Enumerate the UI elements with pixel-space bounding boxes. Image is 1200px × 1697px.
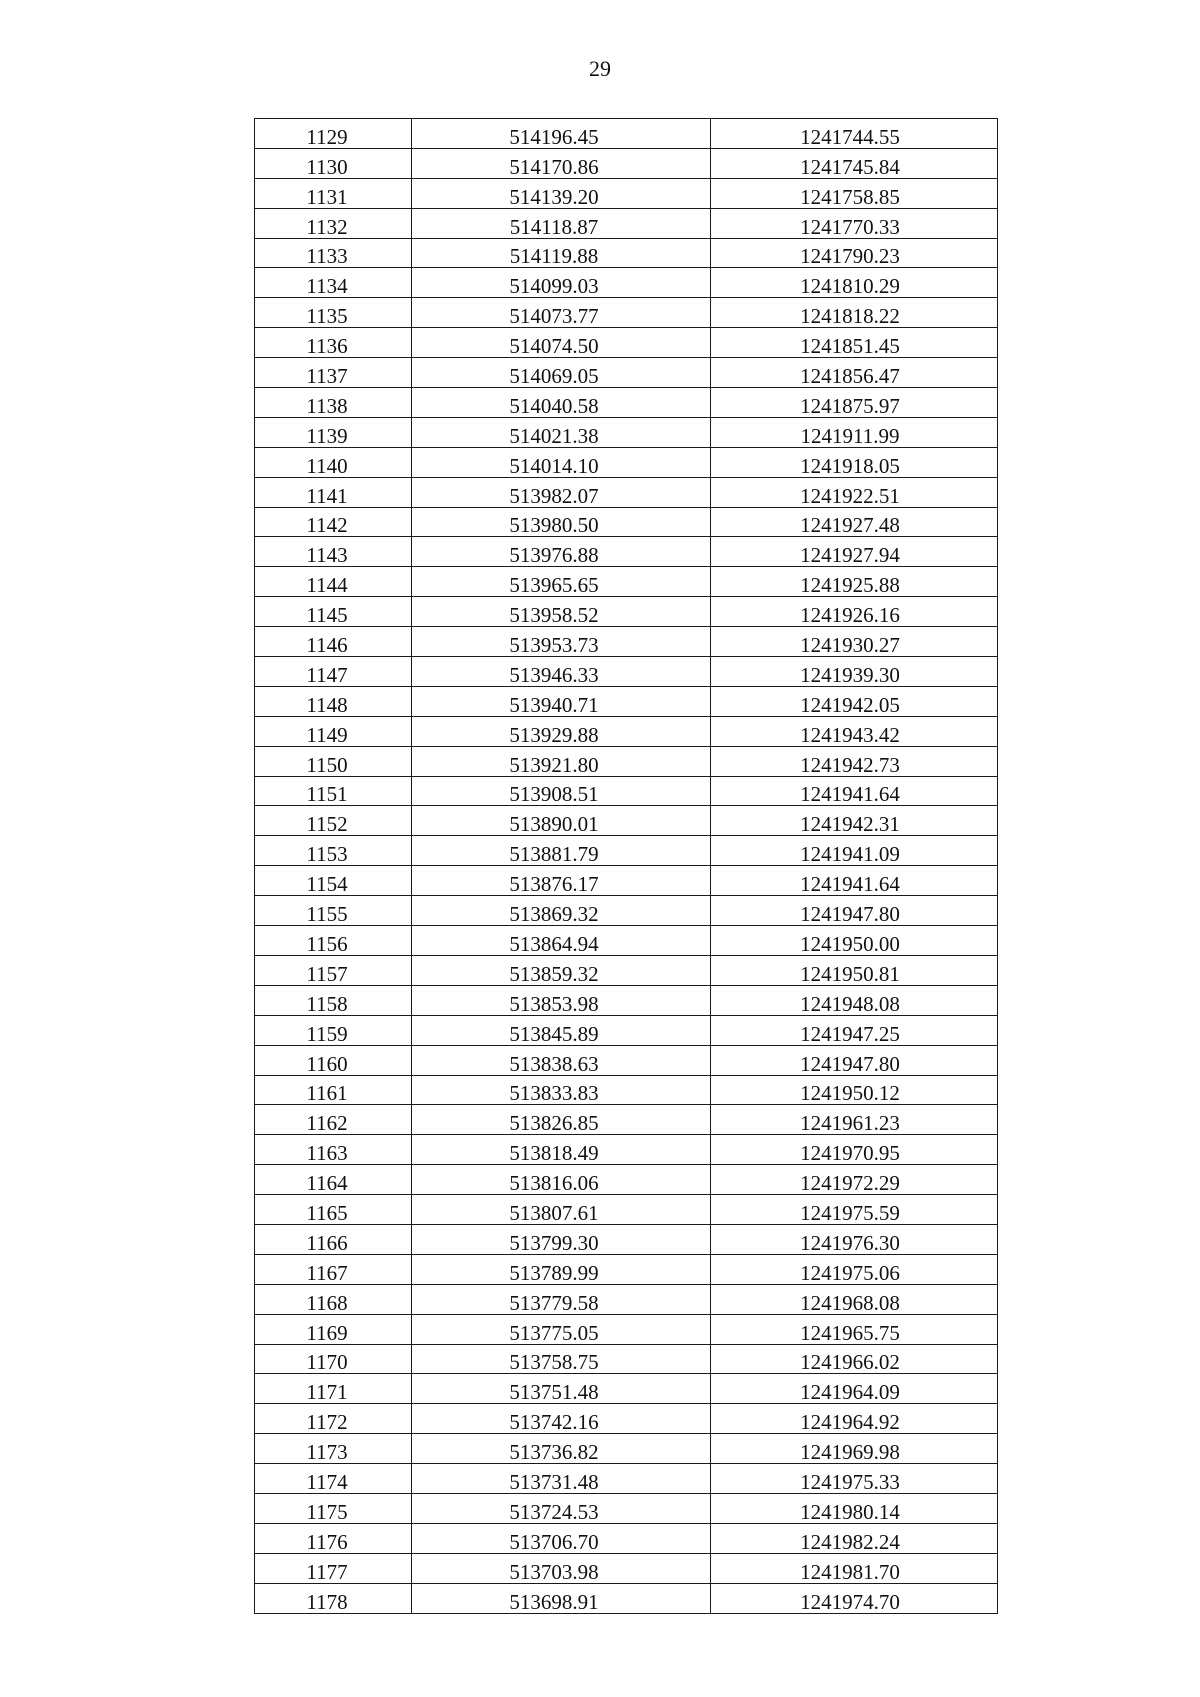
table-row xyxy=(255,1404,998,1434)
table-row xyxy=(255,1434,998,1464)
y-coordinate-cell: 1241745.84 xyxy=(711,148,998,178)
table-row xyxy=(255,926,998,956)
table-row xyxy=(255,1464,998,1494)
point-number-cell: 1160 xyxy=(255,1045,412,1075)
table-row xyxy=(255,657,998,687)
y-coordinate-cell: 1241818.22 xyxy=(711,298,998,328)
x-coordinate-cell: 513946.33 xyxy=(412,657,711,687)
table-row xyxy=(255,896,998,926)
point-number-cell: 1173 xyxy=(255,1434,412,1464)
table-row xyxy=(255,1314,998,1344)
point-number-cell: 1164 xyxy=(255,1165,412,1195)
point-number-cell: 1149 xyxy=(255,716,412,746)
y-coordinate-cell: 1241950.00 xyxy=(711,926,998,956)
table-row xyxy=(255,866,998,896)
point-number-cell: 1130 xyxy=(255,148,412,178)
y-coordinate-cell: 1241948.08 xyxy=(711,985,998,1015)
x-coordinate-cell: 513869.32 xyxy=(412,896,711,926)
table-row xyxy=(255,208,998,238)
y-coordinate-cell: 1241941.64 xyxy=(711,776,998,806)
point-number-cell: 1137 xyxy=(255,358,412,388)
y-coordinate-cell: 1241961.23 xyxy=(711,1105,998,1135)
x-coordinate-cell: 514139.20 xyxy=(412,178,711,208)
x-coordinate-cell: 513982.07 xyxy=(412,477,711,507)
point-number-cell: 1145 xyxy=(255,597,412,627)
y-coordinate-cell: 1241790.23 xyxy=(711,238,998,268)
y-coordinate-cell: 1241974.70 xyxy=(711,1583,998,1613)
table-row xyxy=(255,746,998,776)
x-coordinate-cell: 513976.88 xyxy=(412,537,711,567)
y-coordinate-cell: 1241941.09 xyxy=(711,836,998,866)
table-row xyxy=(255,567,998,597)
table-row xyxy=(255,477,998,507)
point-number-cell: 1166 xyxy=(255,1224,412,1254)
x-coordinate-cell: 513706.70 xyxy=(412,1523,711,1553)
table-row xyxy=(255,1374,998,1404)
x-coordinate-cell: 513958.52 xyxy=(412,597,711,627)
table-row xyxy=(255,1075,998,1105)
point-number-cell: 1158 xyxy=(255,985,412,1015)
table-row xyxy=(255,1224,998,1254)
x-coordinate-cell: 513758.75 xyxy=(412,1344,711,1374)
point-number-cell: 1141 xyxy=(255,477,412,507)
x-coordinate-cell: 513881.79 xyxy=(412,836,711,866)
x-coordinate-cell: 513818.49 xyxy=(412,1135,711,1165)
point-number-cell: 1134 xyxy=(255,268,412,298)
table-row xyxy=(255,1015,998,1045)
table-row xyxy=(255,776,998,806)
table-row xyxy=(255,1195,998,1225)
point-number-cell: 1172 xyxy=(255,1404,412,1434)
y-coordinate-cell: 1241975.06 xyxy=(711,1254,998,1284)
y-coordinate-cell: 1241982.24 xyxy=(711,1523,998,1553)
x-coordinate-cell: 514021.38 xyxy=(412,417,711,447)
y-coordinate-cell: 1241947.80 xyxy=(711,896,998,926)
x-coordinate-cell: 513789.99 xyxy=(412,1254,711,1284)
table-row xyxy=(255,1165,998,1195)
x-coordinate-cell: 513736.82 xyxy=(412,1434,711,1464)
table-row xyxy=(255,716,998,746)
point-number-cell: 1156 xyxy=(255,926,412,956)
point-number-cell: 1150 xyxy=(255,746,412,776)
table-row xyxy=(255,388,998,418)
table-row xyxy=(255,447,998,477)
y-coordinate-cell: 1241970.95 xyxy=(711,1135,998,1165)
x-coordinate-cell: 513864.94 xyxy=(412,926,711,956)
x-coordinate-cell: 513940.71 xyxy=(412,686,711,716)
point-number-cell: 1161 xyxy=(255,1075,412,1105)
y-coordinate-cell: 1241947.25 xyxy=(711,1015,998,1045)
point-number-cell: 1129 xyxy=(255,119,412,149)
point-number-cell: 1144 xyxy=(255,567,412,597)
y-coordinate-cell: 1241976.30 xyxy=(711,1224,998,1254)
x-coordinate-cell: 514118.87 xyxy=(412,208,711,238)
y-coordinate-cell: 1241922.51 xyxy=(711,477,998,507)
y-coordinate-cell: 1241964.92 xyxy=(711,1404,998,1434)
x-coordinate-cell: 513921.80 xyxy=(412,746,711,776)
x-coordinate-cell: 514170.86 xyxy=(412,148,711,178)
table-row xyxy=(255,686,998,716)
x-coordinate-cell: 514074.50 xyxy=(412,328,711,358)
point-number-cell: 1153 xyxy=(255,836,412,866)
x-coordinate-cell: 513953.73 xyxy=(412,627,711,657)
y-coordinate-cell: 1241851.45 xyxy=(711,328,998,358)
y-coordinate-cell: 1241975.33 xyxy=(711,1464,998,1494)
point-number-cell: 1175 xyxy=(255,1493,412,1523)
table-row xyxy=(255,1105,998,1135)
x-coordinate-cell: 513853.98 xyxy=(412,985,711,1015)
table-row xyxy=(255,1583,998,1613)
point-number-cell: 1146 xyxy=(255,627,412,657)
x-coordinate-cell: 513775.05 xyxy=(412,1314,711,1344)
y-coordinate-cell: 1241975.59 xyxy=(711,1195,998,1225)
table-row xyxy=(255,627,998,657)
x-coordinate-cell: 513703.98 xyxy=(412,1553,711,1583)
y-coordinate-cell: 1241943.42 xyxy=(711,716,998,746)
y-coordinate-cell: 1241939.30 xyxy=(711,657,998,687)
y-coordinate-cell: 1241925.88 xyxy=(711,567,998,597)
x-coordinate-cell: 514069.05 xyxy=(412,358,711,388)
y-coordinate-cell: 1241770.33 xyxy=(711,208,998,238)
point-number-cell: 1140 xyxy=(255,447,412,477)
y-coordinate-cell: 1241926.16 xyxy=(711,597,998,627)
coordinates-table-body xyxy=(255,119,998,1614)
y-coordinate-cell: 1241972.29 xyxy=(711,1165,998,1195)
y-coordinate-cell: 1241927.48 xyxy=(711,507,998,537)
coordinates-table xyxy=(254,118,998,1614)
point-number-cell: 1143 xyxy=(255,537,412,567)
x-coordinate-cell: 513876.17 xyxy=(412,866,711,896)
point-number-cell: 1138 xyxy=(255,388,412,418)
y-coordinate-cell: 1241968.08 xyxy=(711,1284,998,1314)
x-coordinate-cell: 513742.16 xyxy=(412,1404,711,1434)
y-coordinate-cell: 1241950.81 xyxy=(711,955,998,985)
y-coordinate-cell: 1241965.75 xyxy=(711,1314,998,1344)
y-coordinate-cell: 1241911.99 xyxy=(711,417,998,447)
table-row xyxy=(255,1284,998,1314)
table-row xyxy=(255,597,998,627)
y-coordinate-cell: 1241981.70 xyxy=(711,1553,998,1583)
point-number-cell: 1177 xyxy=(255,1553,412,1583)
point-number-cell: 1135 xyxy=(255,298,412,328)
table-row xyxy=(255,417,998,447)
point-number-cell: 1139 xyxy=(255,417,412,447)
y-coordinate-cell: 1241758.85 xyxy=(711,178,998,208)
y-coordinate-cell: 1241942.73 xyxy=(711,746,998,776)
x-coordinate-cell: 513807.61 xyxy=(412,1195,711,1225)
point-number-cell: 1169 xyxy=(255,1314,412,1344)
y-coordinate-cell: 1241980.14 xyxy=(711,1493,998,1523)
point-number-cell: 1132 xyxy=(255,208,412,238)
point-number-cell: 1151 xyxy=(255,776,412,806)
point-number-cell: 1152 xyxy=(255,806,412,836)
y-coordinate-cell: 1241810.29 xyxy=(711,268,998,298)
table-row xyxy=(255,985,998,1015)
y-coordinate-cell: 1241947.80 xyxy=(711,1045,998,1075)
y-coordinate-cell: 1241964.09 xyxy=(711,1374,998,1404)
table-row xyxy=(255,148,998,178)
table-row xyxy=(255,119,998,149)
x-coordinate-cell: 513731.48 xyxy=(412,1464,711,1494)
y-coordinate-cell: 1241969.98 xyxy=(711,1434,998,1464)
point-number-cell: 1168 xyxy=(255,1284,412,1314)
point-number-cell: 1157 xyxy=(255,955,412,985)
x-coordinate-cell: 513980.50 xyxy=(412,507,711,537)
table-row xyxy=(255,298,998,328)
x-coordinate-cell: 513965.65 xyxy=(412,567,711,597)
point-number-cell: 1174 xyxy=(255,1464,412,1494)
point-number-cell: 1159 xyxy=(255,1015,412,1045)
x-coordinate-cell: 513929.88 xyxy=(412,716,711,746)
x-coordinate-cell: 513859.32 xyxy=(412,955,711,985)
y-coordinate-cell: 1241950.12 xyxy=(711,1075,998,1105)
table-row xyxy=(255,806,998,836)
point-number-cell: 1165 xyxy=(255,1195,412,1225)
y-coordinate-cell: 1241927.94 xyxy=(711,537,998,567)
y-coordinate-cell: 1241918.05 xyxy=(711,447,998,477)
x-coordinate-cell: 513908.51 xyxy=(412,776,711,806)
point-number-cell: 1147 xyxy=(255,657,412,687)
point-number-cell: 1162 xyxy=(255,1105,412,1135)
point-number-cell: 1131 xyxy=(255,178,412,208)
point-number-cell: 1136 xyxy=(255,328,412,358)
table-row xyxy=(255,1135,998,1165)
x-coordinate-cell: 513698.91 xyxy=(412,1583,711,1613)
x-coordinate-cell: 513826.85 xyxy=(412,1105,711,1135)
point-number-cell: 1155 xyxy=(255,896,412,926)
y-coordinate-cell: 1241942.31 xyxy=(711,806,998,836)
table-row xyxy=(255,238,998,268)
x-coordinate-cell: 514119.88 xyxy=(412,238,711,268)
table-row xyxy=(255,1254,998,1284)
table-row xyxy=(255,1553,998,1583)
x-coordinate-cell: 513838.63 xyxy=(412,1045,711,1075)
table-row xyxy=(255,507,998,537)
y-coordinate-cell: 1241875.97 xyxy=(711,388,998,418)
x-coordinate-cell: 513799.30 xyxy=(412,1224,711,1254)
y-coordinate-cell: 1241941.64 xyxy=(711,866,998,896)
point-number-cell: 1170 xyxy=(255,1344,412,1374)
y-coordinate-cell: 1241942.05 xyxy=(711,686,998,716)
x-coordinate-cell: 514040.58 xyxy=(412,388,711,418)
point-number-cell: 1178 xyxy=(255,1583,412,1613)
table-row xyxy=(255,358,998,388)
point-number-cell: 1142 xyxy=(255,507,412,537)
table-row xyxy=(255,1344,998,1374)
table-row xyxy=(255,955,998,985)
point-number-cell: 1133 xyxy=(255,238,412,268)
table-row xyxy=(255,836,998,866)
point-number-cell: 1167 xyxy=(255,1254,412,1284)
x-coordinate-cell: 513845.89 xyxy=(412,1015,711,1045)
y-coordinate-cell: 1241966.02 xyxy=(711,1344,998,1374)
x-coordinate-cell: 513779.58 xyxy=(412,1284,711,1314)
table-row xyxy=(255,1523,998,1553)
point-number-cell: 1176 xyxy=(255,1523,412,1553)
x-coordinate-cell: 514014.10 xyxy=(412,447,711,477)
table-row xyxy=(255,1045,998,1075)
table-row xyxy=(255,537,998,567)
x-coordinate-cell: 513890.01 xyxy=(412,806,711,836)
point-number-cell: 1154 xyxy=(255,866,412,896)
point-number-cell: 1148 xyxy=(255,686,412,716)
x-coordinate-cell: 514196.45 xyxy=(412,119,711,149)
x-coordinate-cell: 514099.03 xyxy=(412,268,711,298)
table-row xyxy=(255,328,998,358)
y-coordinate-cell: 1241856.47 xyxy=(711,358,998,388)
table-row xyxy=(255,178,998,208)
table-row xyxy=(255,268,998,298)
x-coordinate-cell: 513833.83 xyxy=(412,1075,711,1105)
y-coordinate-cell: 1241930.27 xyxy=(711,627,998,657)
point-number-cell: 1163 xyxy=(255,1135,412,1165)
table-row xyxy=(255,1493,998,1523)
y-coordinate-cell: 1241744.55 xyxy=(711,119,998,149)
point-number-cell: 1171 xyxy=(255,1374,412,1404)
page-number: 29 xyxy=(589,56,611,81)
x-coordinate-cell: 514073.77 xyxy=(412,298,711,328)
x-coordinate-cell: 513724.53 xyxy=(412,1493,711,1523)
x-coordinate-cell: 513751.48 xyxy=(412,1374,711,1404)
x-coordinate-cell: 513816.06 xyxy=(412,1165,711,1195)
